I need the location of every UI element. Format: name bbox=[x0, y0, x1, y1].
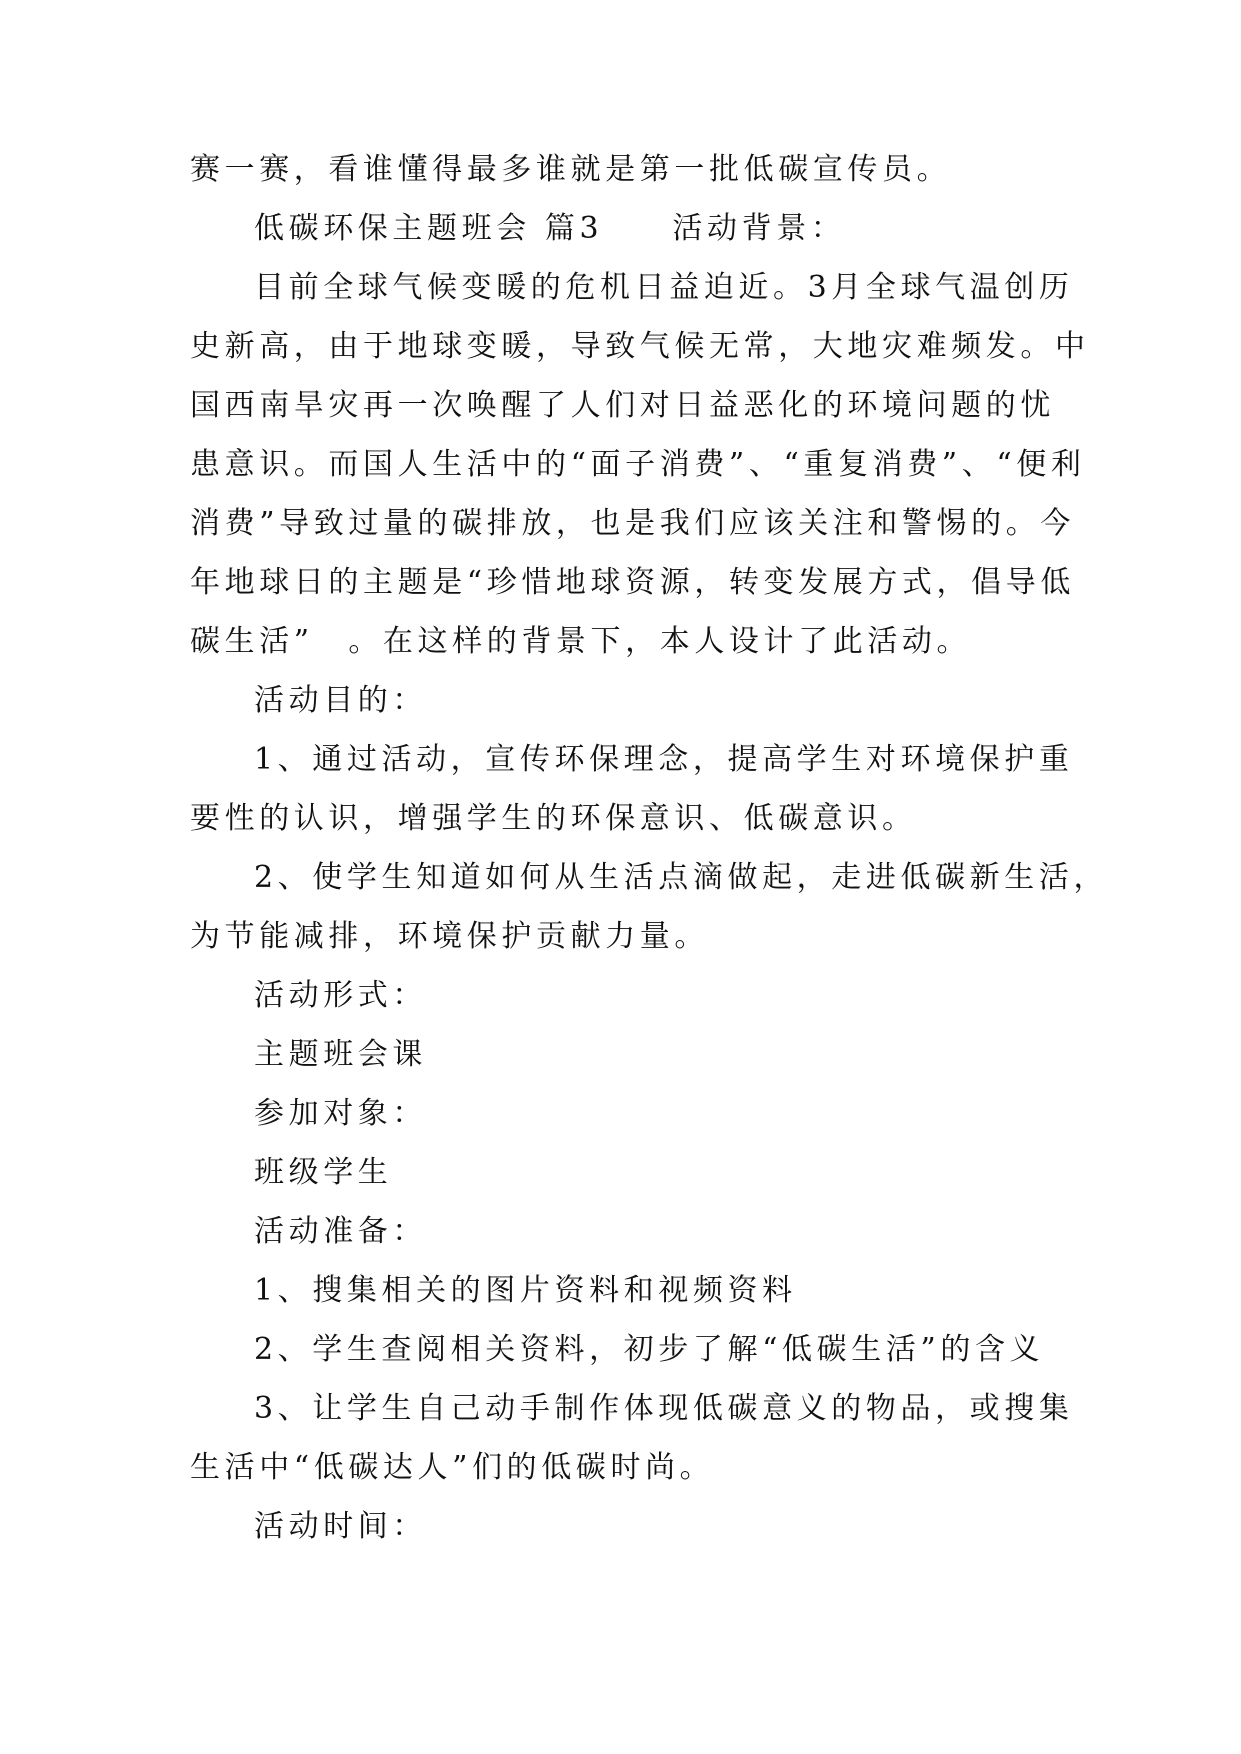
text-line-4: 史新高，由于地球变暖，导致气候无常，大地灾难频发。中 bbox=[190, 329, 1090, 364]
text-line-22: 3、让学生自己动手制作体现低碳意义的物品，或搜集 bbox=[254, 1391, 1074, 1426]
text-line-6: 患意识。而国人生活中的“面子消费”、“重复消费”、“便利 bbox=[190, 447, 1086, 482]
text-line-23: 生活中“低碳达人”们的低碳时尚。 bbox=[190, 1450, 715, 1485]
heading-preparation: 活动准备： bbox=[254, 1214, 427, 1249]
text-line-5: 国西南旱灾再一次唤醒了人们对日益恶化的环境问题的忧 bbox=[190, 388, 1055, 423]
text-line-12: 要性的认识，增强学生的环保意识、低碳意识。 bbox=[190, 801, 917, 836]
text-line-21: 2、学生查阅相关资料，初步了解“低碳生活”的含义 bbox=[254, 1332, 1045, 1367]
text-line-20: 1、搜集相关的图片资料和视频资料 bbox=[254, 1273, 797, 1308]
text-line-14: 为节能减排，环境保护贡献力量。 bbox=[190, 919, 709, 954]
text-line-9: 碳生活” 。在这样的背景下，本人设计了此活动。 bbox=[190, 624, 972, 659]
heading-activity-time: 活动时间： bbox=[254, 1509, 427, 1544]
text-line-16: 主题班会课 bbox=[254, 1037, 427, 1072]
text-line-7: 消费”导致过量的碳排放，也是我们应该关注和警惕的。今 bbox=[190, 506, 1075, 541]
text-line-13: 2、使学生知道如何从生活点滴做起，走进低碳新生活， bbox=[254, 860, 1109, 895]
text-line-1: 赛一赛，看谁懂得最多谁就是第一批低碳宣传员。 bbox=[190, 152, 952, 187]
text-line-11: 1、通过活动，宣传环保理念，提高学生对环境保护重 bbox=[254, 742, 1074, 777]
text-line-8: 年地球日的主题是“珍惜地球资源，转变发展方式，倡导低 bbox=[190, 565, 1075, 600]
heading-participants: 参加对象： bbox=[254, 1096, 427, 1131]
text-line-3: 目前全球气候变暖的危机日益迫近。3月全球气温创历 bbox=[254, 270, 1074, 305]
heading-activity-purpose: 活动目的： bbox=[254, 683, 427, 718]
heading-activity-form: 活动形式： bbox=[254, 978, 427, 1013]
section-heading-3: 低碳环保主题班会 篇3 活动背景： bbox=[254, 211, 846, 246]
text-line-18: 班级学生 bbox=[254, 1155, 393, 1190]
